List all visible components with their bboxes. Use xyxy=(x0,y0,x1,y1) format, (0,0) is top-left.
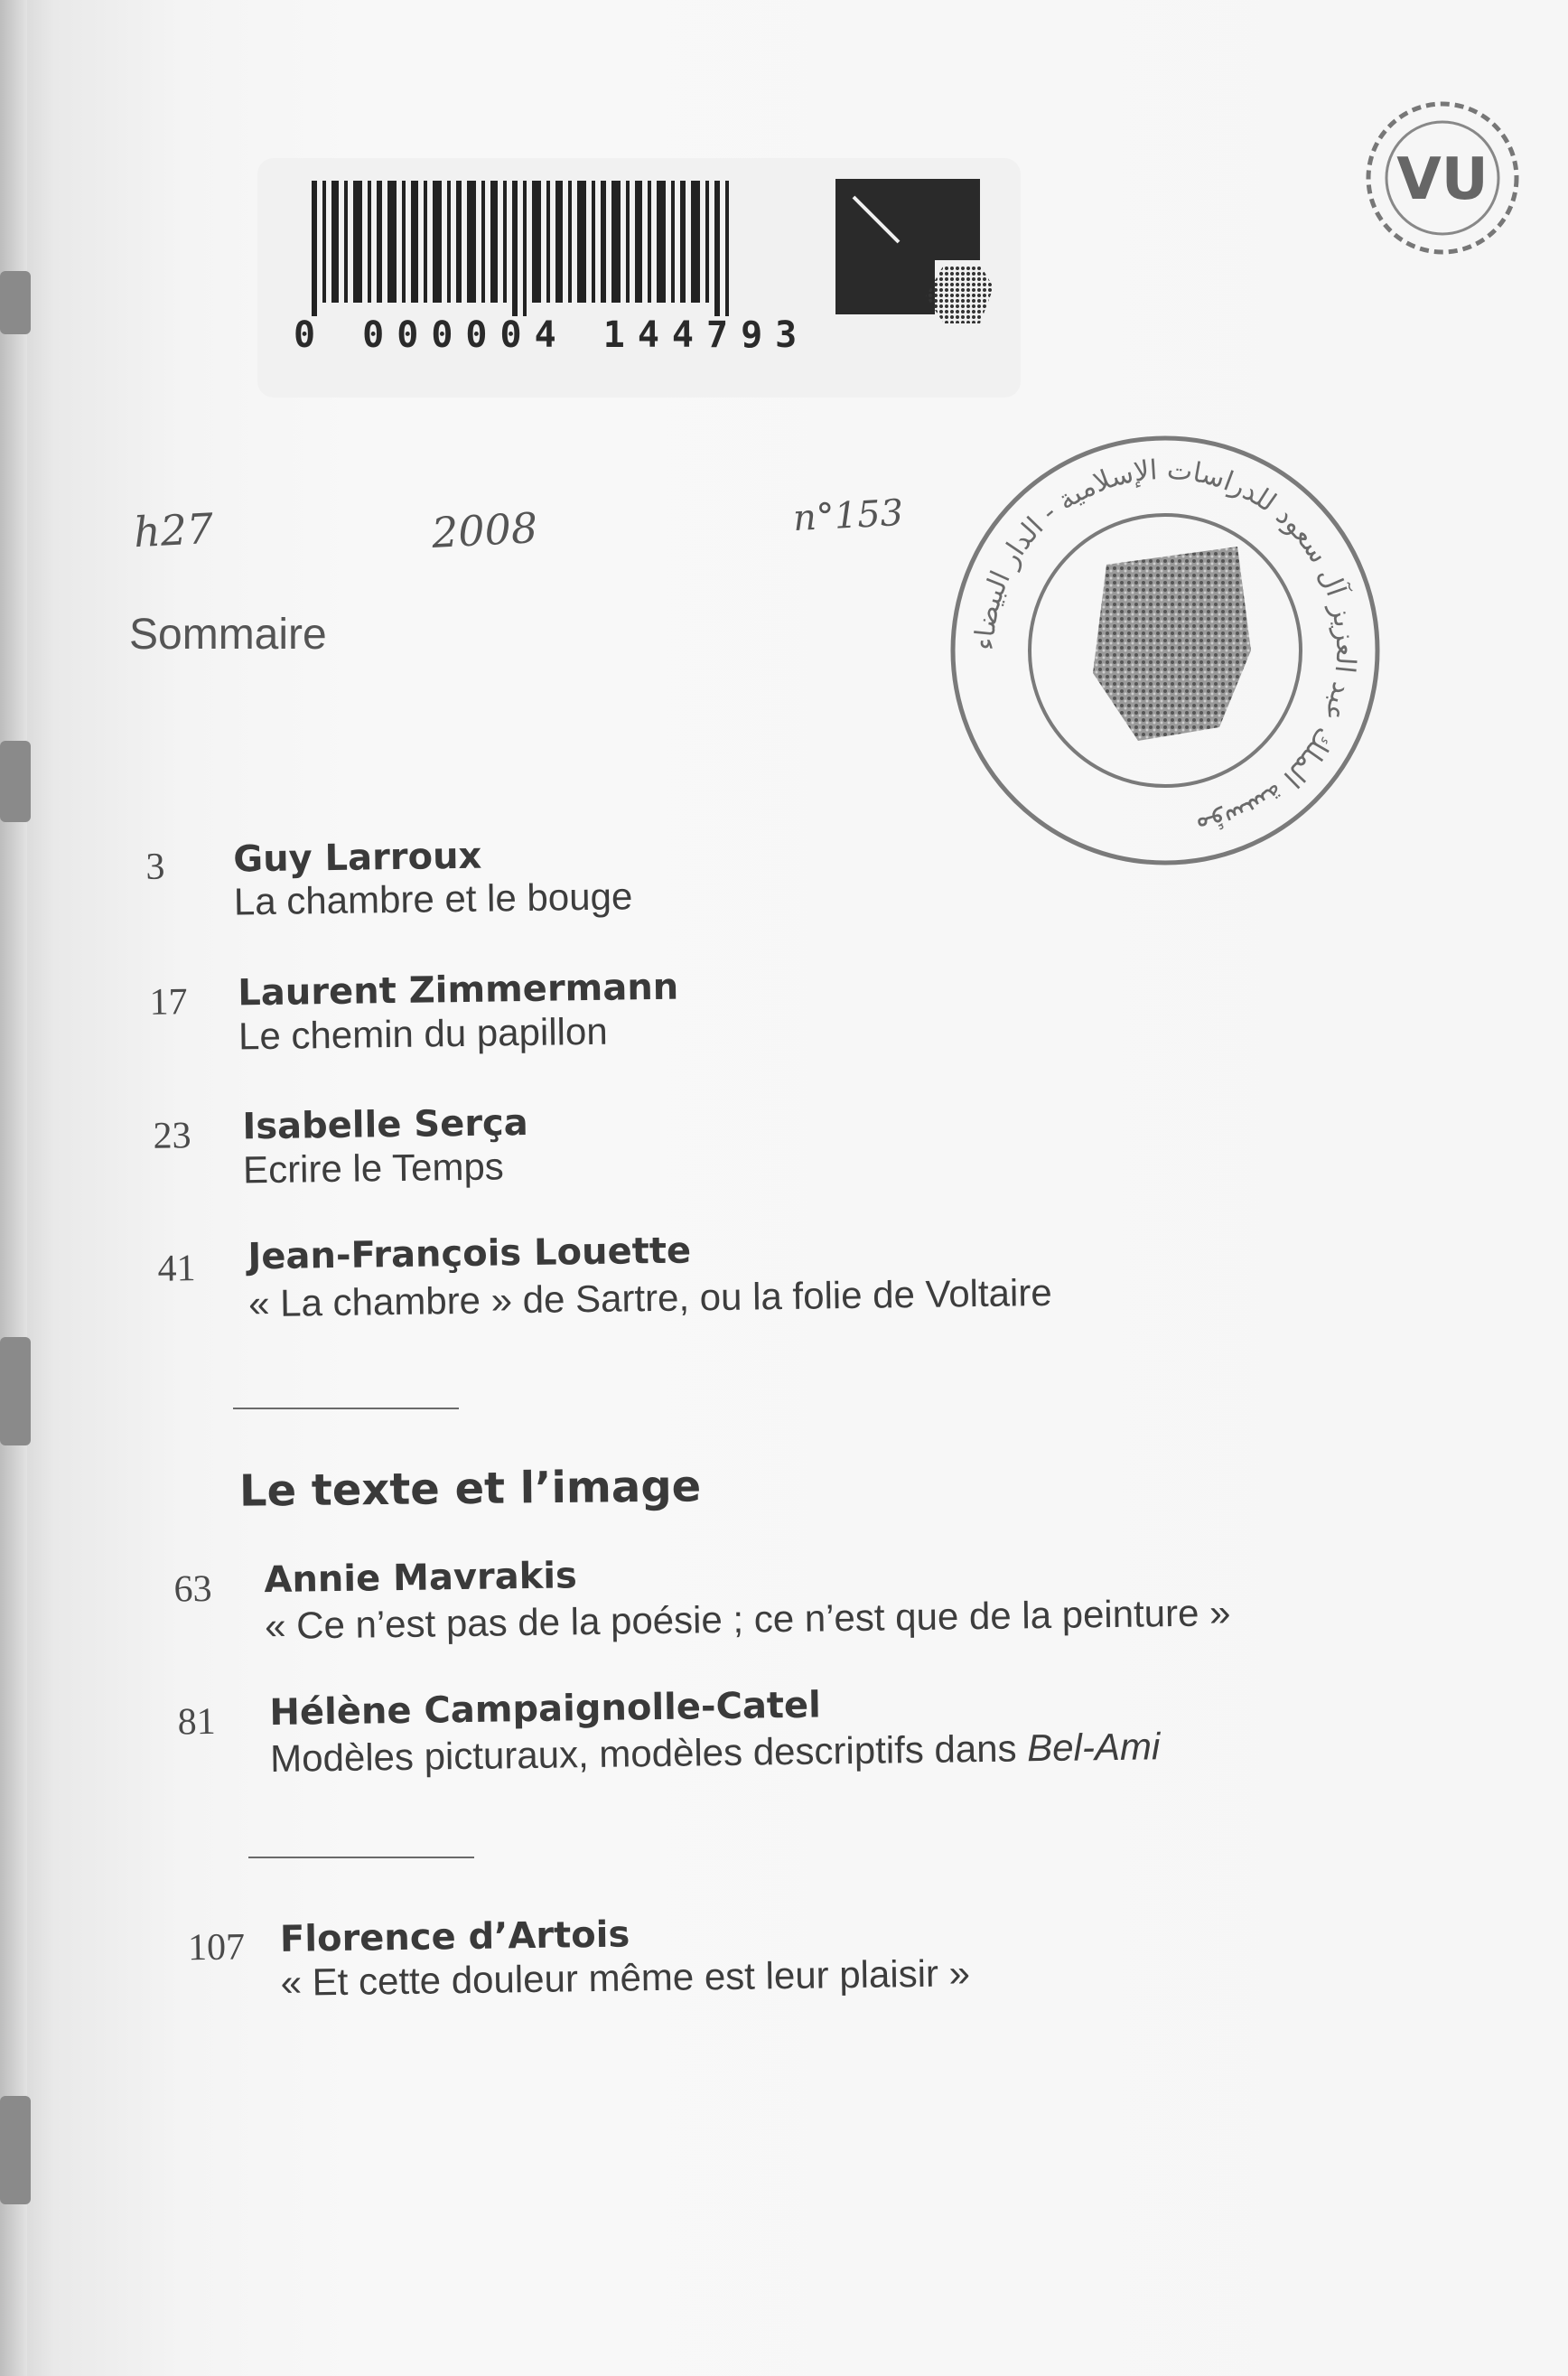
stamp-arabic-text: مؤسسة الملك عبد العزيز آل سعود للدراسات الإسلامية - الدار البيضاء xyxy=(968,454,1362,844)
toc-page-number: 17 xyxy=(149,981,188,1024)
toc-page-number: 23 xyxy=(153,1115,191,1157)
toc-author: Isabelle Serça xyxy=(242,1101,529,1148)
binding-stitch xyxy=(0,271,31,334)
section-divider xyxy=(248,1857,474,1858)
toc-title: La chambre et le bouge xyxy=(233,875,633,923)
vu-stamp xyxy=(1359,95,1526,262)
toc-title: « La chambre » de Sartre, ou la folie de Voltaire xyxy=(247,1270,1052,1325)
toc-page-number: 81 xyxy=(177,1700,216,1744)
page-title: Sommaire xyxy=(129,611,327,659)
toc-page-number: 41 xyxy=(157,1248,196,1290)
toc-title-italic: Bel-Ami xyxy=(1026,1725,1161,1770)
toc-page-number: 3 xyxy=(145,846,165,888)
toc-title: « Et cette douleur même est leur plaisir » xyxy=(280,1951,971,2004)
toc-title: Ecrire le Temps xyxy=(242,1145,505,1192)
toc-author: Jean-François Louette xyxy=(247,1230,692,1278)
toc-page-number: 63 xyxy=(173,1567,212,1611)
handwritten-year: 2008 xyxy=(430,502,539,558)
toc-author: Florence d’Artois xyxy=(279,1913,630,1960)
barcode-image xyxy=(312,181,808,334)
section-divider xyxy=(233,1408,459,1409)
binding-stitch xyxy=(0,741,31,822)
toc-author: Hélène Campaignolle-Catel xyxy=(269,1684,822,1735)
book-binding xyxy=(0,0,27,2376)
toc-page-number: 107 xyxy=(187,1926,246,1969)
toc-author: Guy Larroux xyxy=(232,835,482,881)
toc-title: Le chemin du papillon xyxy=(238,1009,608,1058)
library-logo xyxy=(835,179,998,341)
toc-author: Laurent Zimmermann xyxy=(238,966,679,1015)
barcode-number: 0 000004 144793 xyxy=(294,314,810,356)
toc-title-text: Modèles picturaux, modèles descriptifs dans xyxy=(269,1726,1028,1781)
handwritten-shelf-mark: h27 xyxy=(132,503,215,557)
section-title: Le texte et l’image xyxy=(238,1461,702,1517)
binding-stitch xyxy=(0,1337,31,1445)
binding-stitch xyxy=(0,2096,31,2204)
toc-author: Annie Mavrakis xyxy=(264,1555,578,1602)
institution-stamp xyxy=(939,429,1391,872)
vu-stamp-text: VU xyxy=(1396,146,1489,213)
toc-title: « Ce n’est pas de la poésie ; ce n’est que de la peinture » xyxy=(264,1591,1231,1648)
handwritten-number: n°153 xyxy=(791,491,905,540)
